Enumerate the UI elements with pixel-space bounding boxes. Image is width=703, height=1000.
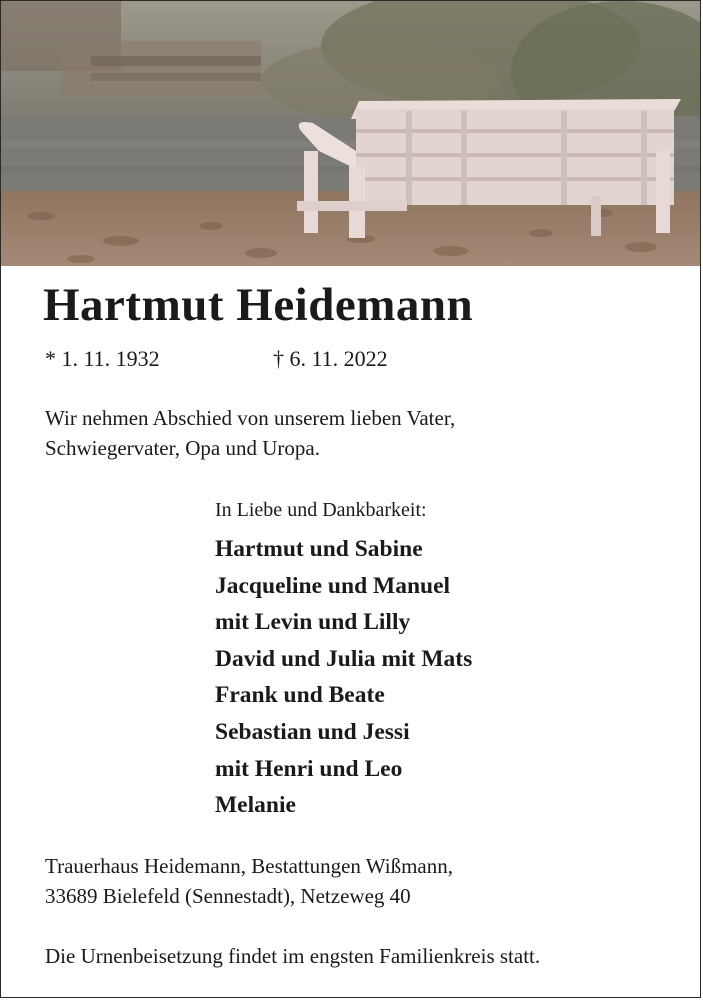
family-member: David und Julia mit Mats: [215, 645, 473, 672]
deceased-name: Hartmut Heidemann: [43, 279, 474, 331]
family-member: Jacqueline und Manuel: [215, 572, 451, 599]
family-member: Hartmut und Sabine: [215, 536, 423, 562]
death-date: † 6. 11. 2022: [273, 346, 388, 371]
family-member: Melanie: [215, 792, 296, 819]
birth-date: * 1. 11. 1932: [45, 346, 160, 371]
family-member: mit Henri und Leo: [215, 755, 403, 782]
farewell-line: Schwiegervater, Opa und Uropa.: [45, 436, 320, 460]
family-member: Sebastian und Jessi: [215, 718, 410, 745]
farewell-line: Wir nehmen Abschied von unserem lieben Vater,: [45, 406, 456, 430]
family-member: mit Levin und Lilly: [215, 609, 411, 636]
family-member: Frank und Beate: [215, 682, 385, 709]
address-line: Trauerhaus Heidemann, Bestattungen Wißmann,: [45, 854, 453, 878]
family-list: [215, 531, 472, 824]
family-intro: In Liebe und Dankbarkeit:: [215, 499, 427, 521]
address-line: 33689 Bielefeld (Sennestadt), Netzeweg 40: [45, 884, 411, 908]
burial-note: Die Urnenbeisetzung findet im engsten Familienkreis statt.: [45, 944, 541, 968]
farewell-message: [45, 403, 645, 463]
funeral-home-address: [45, 851, 453, 911]
park-bench-photo: [1, 1, 701, 266]
